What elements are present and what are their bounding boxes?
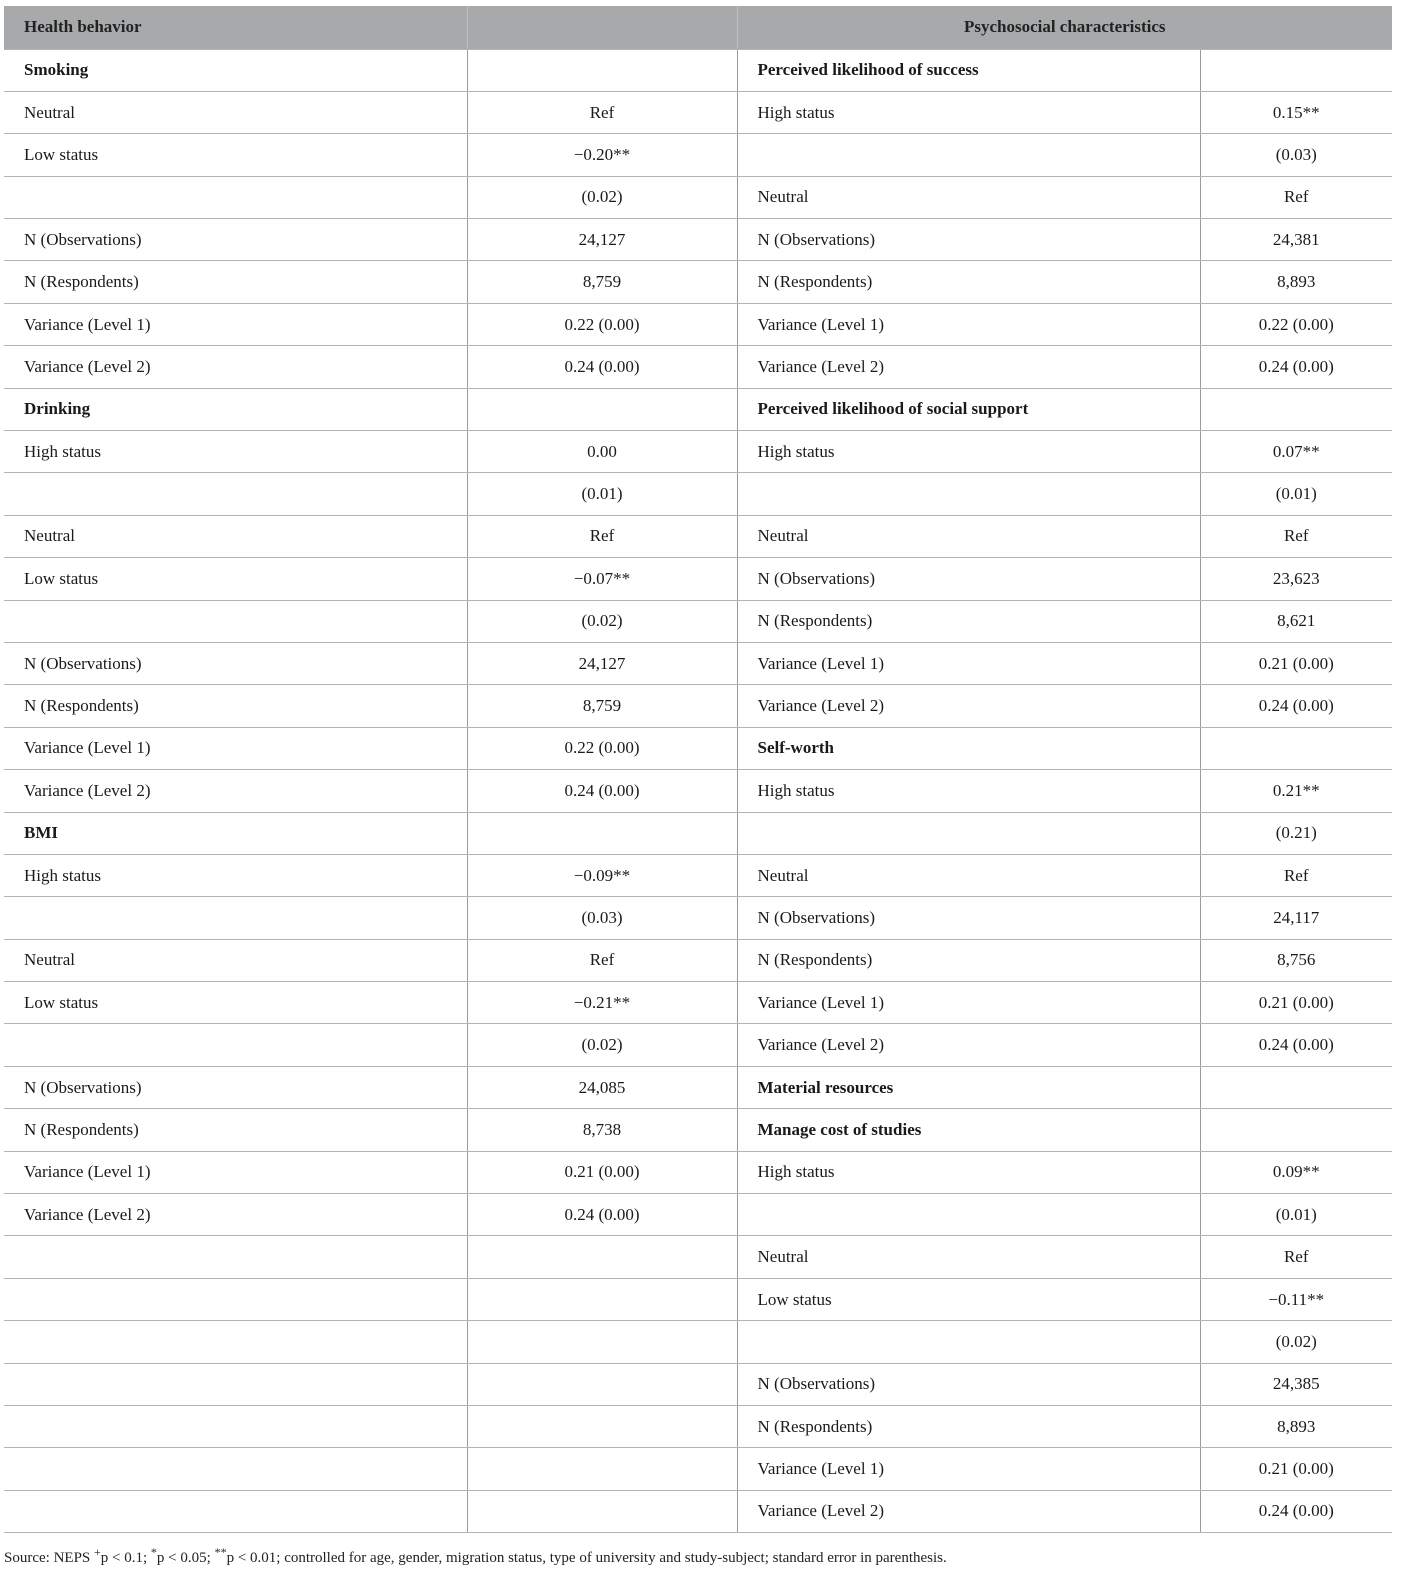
cell-right-value: 23,623 xyxy=(1200,558,1392,600)
cell-right-label: N (Observations) xyxy=(737,1363,1200,1405)
table-row xyxy=(4,388,1392,430)
cell-left-value: (0.01) xyxy=(467,473,737,515)
cell-left-label xyxy=(4,1278,467,1320)
cell-right-label: N (Respondents) xyxy=(737,1406,1200,1448)
cell-left-value: −0.20** xyxy=(467,134,737,176)
cell-right-value: 0.21 (0.00) xyxy=(1200,642,1392,684)
cell-left-value: Ref xyxy=(467,515,737,557)
cell-right-label: Perceived likelihood of social support xyxy=(737,388,1200,430)
footnote-star-symbol: * xyxy=(150,1545,157,1559)
cell-right-value: 0.09** xyxy=(1200,1151,1392,1193)
cell-left-value: (0.03) xyxy=(467,897,737,939)
cell-left-label: N (Respondents) xyxy=(4,685,467,727)
cell-left-label: Neutral xyxy=(4,91,467,133)
cell-right-label: Neutral xyxy=(737,854,1200,896)
header-psychosocial-characteristics: Psychosocial characteristics xyxy=(737,6,1392,49)
table-row xyxy=(4,558,1392,600)
cell-right-value: (0.01) xyxy=(1200,473,1392,515)
cell-left-value xyxy=(467,1278,737,1320)
cell-right-label xyxy=(737,1194,1200,1236)
cell-right-label: Variance (Level 1) xyxy=(737,982,1200,1024)
cell-left-value: 0.22 (0.00) xyxy=(467,303,737,345)
cell-left-value: −0.07** xyxy=(467,558,737,600)
cell-left-label: Smoking xyxy=(4,49,467,91)
cell-right-value xyxy=(1200,1109,1392,1151)
table-row xyxy=(4,1151,1392,1193)
header-blank-left xyxy=(467,6,737,49)
cell-right-label: N (Respondents) xyxy=(737,939,1200,981)
cell-left-value xyxy=(467,388,737,430)
cell-right-value: 0.24 (0.00) xyxy=(1200,1024,1392,1066)
cell-right-label: Variance (Level 1) xyxy=(737,1448,1200,1490)
cell-left-value: 0.00 xyxy=(467,431,737,473)
cell-left-label: BMI xyxy=(4,812,467,854)
cell-right-value: 8,893 xyxy=(1200,261,1392,303)
cell-right-value: 0.24 (0.00) xyxy=(1200,685,1392,727)
cell-left-value xyxy=(467,812,737,854)
table-row xyxy=(4,939,1392,981)
table-row xyxy=(4,1490,1392,1532)
cell-left-value: 8,759 xyxy=(467,261,737,303)
cell-left-value: (0.02) xyxy=(467,600,737,642)
cell-right-value: 8,893 xyxy=(1200,1406,1392,1448)
cell-right-value xyxy=(1200,1066,1392,1108)
table-row xyxy=(4,431,1392,473)
table-row xyxy=(4,1363,1392,1405)
cell-right-label xyxy=(737,134,1200,176)
cell-right-value: (0.02) xyxy=(1200,1321,1392,1363)
cell-left-label xyxy=(4,1448,467,1490)
cell-right-label: Self-worth xyxy=(737,727,1200,769)
cell-right-value: 0.21 (0.00) xyxy=(1200,982,1392,1024)
cell-right-value xyxy=(1200,49,1392,91)
cell-right-value: 0.24 (0.00) xyxy=(1200,346,1392,388)
cell-left-value: 0.21 (0.00) xyxy=(467,1151,737,1193)
table-row xyxy=(4,1194,1392,1236)
table-row xyxy=(4,1109,1392,1151)
cell-left-value: −0.21** xyxy=(467,982,737,1024)
table-row xyxy=(4,515,1392,557)
table-row xyxy=(4,49,1392,91)
cell-right-value: (0.01) xyxy=(1200,1194,1392,1236)
cell-right-value: 8,756 xyxy=(1200,939,1392,981)
cell-left-value xyxy=(467,1448,737,1490)
cell-left-label xyxy=(4,1321,467,1363)
cell-right-label: N (Observations) xyxy=(737,897,1200,939)
table-row xyxy=(4,261,1392,303)
cell-left-label: Neutral xyxy=(4,515,467,557)
cell-left-value: (0.02) xyxy=(467,1024,737,1066)
cell-right-label: Variance (Level 1) xyxy=(737,303,1200,345)
cell-right-label: Variance (Level 1) xyxy=(737,642,1200,684)
footnote-source: Source: NEPS xyxy=(4,1550,94,1566)
cell-left-label: Neutral xyxy=(4,939,467,981)
table-row xyxy=(4,1321,1392,1363)
table-row xyxy=(4,219,1392,261)
cell-left-label: Variance (Level 2) xyxy=(4,346,467,388)
cell-right-label: N (Respondents) xyxy=(737,261,1200,303)
cell-right-value: 0.24 (0.00) xyxy=(1200,1490,1392,1532)
cell-right-value: 24,381 xyxy=(1200,219,1392,261)
cell-left-value: Ref xyxy=(467,91,737,133)
cell-left-value: 24,085 xyxy=(467,1066,737,1108)
cell-left-label: Low status xyxy=(4,134,467,176)
cell-right-value xyxy=(1200,727,1392,769)
cell-left-label xyxy=(4,1024,467,1066)
results-table-container xyxy=(4,6,1392,1533)
table-row xyxy=(4,812,1392,854)
cell-right-value: −0.11** xyxy=(1200,1278,1392,1320)
cell-right-value: 0.22 (0.00) xyxy=(1200,303,1392,345)
cell-left-label: Drinking xyxy=(4,388,467,430)
cell-left-label: N (Observations) xyxy=(4,219,467,261)
table-row xyxy=(4,473,1392,515)
cell-right-label: Variance (Level 2) xyxy=(737,685,1200,727)
table-row xyxy=(4,1236,1392,1278)
cell-left-label xyxy=(4,1406,467,1448)
cell-left-label: Variance (Level 1) xyxy=(4,1151,467,1193)
table-row xyxy=(4,1066,1392,1108)
cell-left-value: 24,127 xyxy=(467,219,737,261)
cell-right-label: N (Observations) xyxy=(737,558,1200,600)
cell-left-value xyxy=(467,1321,737,1363)
cell-right-value: Ref xyxy=(1200,854,1392,896)
cell-right-label xyxy=(737,473,1200,515)
cell-left-value: 8,738 xyxy=(467,1109,737,1151)
cell-right-value: 24,117 xyxy=(1200,897,1392,939)
cell-right-value: (0.21) xyxy=(1200,812,1392,854)
footnote-plus-symbol: + xyxy=(94,1545,101,1559)
cell-left-label: Variance (Level 1) xyxy=(4,727,467,769)
table-row xyxy=(4,91,1392,133)
cell-left-value: 24,127 xyxy=(467,642,737,684)
cell-right-label: Variance (Level 2) xyxy=(737,346,1200,388)
footnote-p01: p < 0.1; xyxy=(100,1550,151,1566)
cell-left-label xyxy=(4,176,467,218)
cell-left-label: High status xyxy=(4,431,467,473)
cell-left-label xyxy=(4,1363,467,1405)
cell-right-label: High status xyxy=(737,770,1200,812)
table-row xyxy=(4,770,1392,812)
cell-right-value: 8,621 xyxy=(1200,600,1392,642)
cell-right-value: 0.15** xyxy=(1200,91,1392,133)
table-row xyxy=(4,727,1392,769)
cell-left-value: 0.24 (0.00) xyxy=(467,770,737,812)
cell-left-value: 0.22 (0.00) xyxy=(467,727,737,769)
cell-left-value: 0.24 (0.00) xyxy=(467,1194,737,1236)
cell-left-label: Low status xyxy=(4,982,467,1024)
table-row xyxy=(4,685,1392,727)
cell-left-value: 8,759 xyxy=(467,685,737,727)
table-row xyxy=(4,303,1392,345)
cell-right-label: Perceived likelihood of success xyxy=(737,49,1200,91)
cell-right-label xyxy=(737,812,1200,854)
cell-right-value: 0.21 (0.00) xyxy=(1200,1448,1392,1490)
footnote-p005: p < 0.05; xyxy=(156,1550,215,1566)
cell-left-label: Variance (Level 2) xyxy=(4,770,467,812)
cell-right-label: N (Respondents) xyxy=(737,600,1200,642)
cell-right-value xyxy=(1200,388,1392,430)
cell-left-label: Variance (Level 2) xyxy=(4,1194,467,1236)
cell-left-label: High status xyxy=(4,854,467,896)
cell-right-label: Variance (Level 2) xyxy=(737,1490,1200,1532)
cell-left-label xyxy=(4,473,467,515)
table-row xyxy=(4,1406,1392,1448)
cell-right-value: 0.07** xyxy=(1200,431,1392,473)
cell-right-label: Material resources xyxy=(737,1066,1200,1108)
cell-right-value: (0.03) xyxy=(1200,134,1392,176)
cell-left-label: N (Respondents) xyxy=(4,1109,467,1151)
cell-left-label xyxy=(4,600,467,642)
table-row xyxy=(4,642,1392,684)
cell-left-label: N (Observations) xyxy=(4,642,467,684)
cell-left-label xyxy=(4,1490,467,1532)
cell-left-label xyxy=(4,897,467,939)
cell-right-label: N (Observations) xyxy=(737,219,1200,261)
cell-right-label: Neutral xyxy=(737,176,1200,218)
cell-left-value xyxy=(467,1490,737,1532)
cell-right-value: Ref xyxy=(1200,1236,1392,1278)
cell-left-value: Ref xyxy=(467,939,737,981)
cell-right-label: Low status xyxy=(737,1278,1200,1320)
table-row xyxy=(4,600,1392,642)
cell-left-value: −0.09** xyxy=(467,854,737,896)
table-row xyxy=(4,897,1392,939)
cell-right-value: Ref xyxy=(1200,176,1392,218)
table-row xyxy=(4,176,1392,218)
cell-left-value xyxy=(467,1236,737,1278)
cell-left-label: N (Observations) xyxy=(4,1066,467,1108)
cell-right-value: Ref xyxy=(1200,515,1392,557)
cell-right-label: High status xyxy=(737,431,1200,473)
cell-left-value: 0.24 (0.00) xyxy=(467,346,737,388)
table-body xyxy=(4,6,1392,1533)
footnote-double-star-symbol: ** xyxy=(214,1545,227,1559)
cell-right-label: Neutral xyxy=(737,515,1200,557)
table-row xyxy=(4,854,1392,896)
cell-right-value: 24,385 xyxy=(1200,1363,1392,1405)
cell-left-value: (0.02) xyxy=(467,176,737,218)
cell-right-label: Manage cost of studies xyxy=(737,1109,1200,1151)
cell-left-label: Variance (Level 1) xyxy=(4,303,467,345)
cell-left-value xyxy=(467,49,737,91)
footnote-text: p < 0.01; controlled for age, gender, migration status, type of university and study-subject; standard error in parenthesis. xyxy=(226,1550,947,1566)
table-row xyxy=(4,134,1392,176)
cell-left-value xyxy=(467,1363,737,1405)
cell-left-label: N (Respondents) xyxy=(4,261,467,303)
table-header-row xyxy=(4,6,1392,49)
cell-right-value: 0.21** xyxy=(1200,770,1392,812)
table-row xyxy=(4,1024,1392,1066)
table-row xyxy=(4,346,1392,388)
table-row xyxy=(4,1448,1392,1490)
header-health-behavior: Health behavior xyxy=(4,6,467,49)
table-row xyxy=(4,982,1392,1024)
cell-right-label xyxy=(737,1321,1200,1363)
table-footnote xyxy=(4,1545,947,1567)
cell-right-label: High status xyxy=(737,91,1200,133)
cell-right-label: Neutral xyxy=(737,1236,1200,1278)
table-row xyxy=(4,1278,1392,1320)
cell-left-label xyxy=(4,1236,467,1278)
cell-right-label: High status xyxy=(737,1151,1200,1193)
cell-left-label: Low status xyxy=(4,558,467,600)
cell-right-label: Variance (Level 2) xyxy=(737,1024,1200,1066)
cell-left-value xyxy=(467,1406,737,1448)
results-table xyxy=(4,6,1392,1533)
